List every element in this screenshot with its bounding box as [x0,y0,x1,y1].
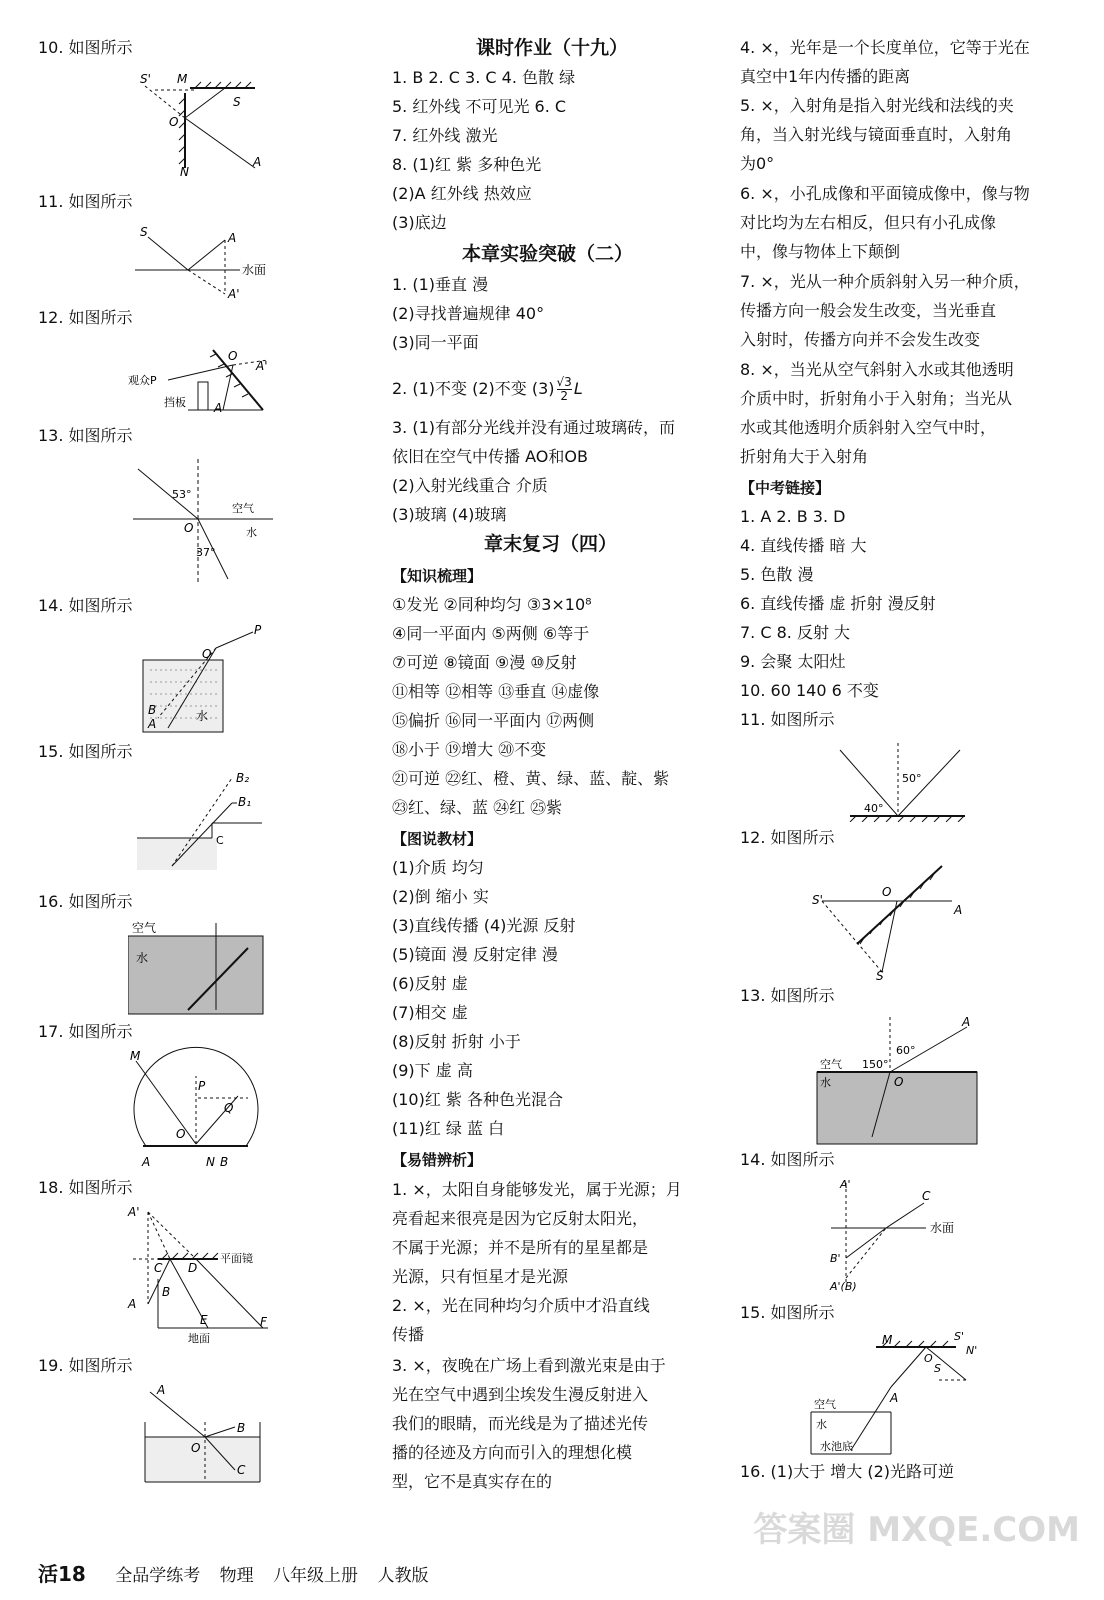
f17-label-4: A [142,1155,151,1169]
watermark: 答案圈 MXQE.COM [753,1510,1080,1550]
answer-line: 7. 红外线 激光 [392,126,498,145]
f12-label-3: 挡板 [164,396,186,409]
right-item-14: 14. 如图所示 [740,1150,835,1169]
right-item-12: 12. 如图所示 [740,828,835,847]
f13-label-3: 水 [246,526,257,539]
f17-label-0: M [130,1049,141,1063]
f13-label-2: O [184,521,194,535]
answer-line: 3. ×，夜晚在广场上看到激光束是由于 [392,1356,666,1375]
r15-label-1: S' [954,1332,965,1343]
right-item-11: 11. 如图所示 [740,710,835,729]
r15-label-7: 水 [816,1418,827,1431]
answer-line: 8. ×，当光从空气斜射入水或其他透明 [740,360,1014,379]
answer-line: 水或其他透明介质斜射入空气中时， [740,418,997,437]
footer-book: 全品学练考 [115,1566,201,1586]
answer-line: (11)红 绿 蓝 白 [392,1119,505,1138]
f18-label-1: 平面镜 [220,1252,253,1265]
left-item-17: 17. 如图所示 [38,1022,133,1041]
answer-line: 真空中1年内传播的距离 [740,67,911,86]
answer-line: ⑮偏折 ⑯同一平面内 ⑰两侧 [392,711,595,730]
answer-line: 中，像与物体上下颠倒 [740,242,901,261]
f13-label-1: 空气 [232,502,254,515]
left-item-12: 12. 如图所示 [38,308,133,327]
r15-label-3: O [924,1352,933,1365]
f18-label-3: D [188,1261,198,1275]
f11-label-2: 水面 [242,263,267,277]
answer-line: 角，当入射光线与镜面垂直时，入射角 [740,125,1013,144]
f19-label-2: O [191,1441,201,1455]
left-item-15: 15. 如图所示 [38,742,133,761]
f17-label-2: Q [224,1101,234,1115]
answer-line: (2)A 红外线 热效应 [392,184,532,203]
answer-line: 光源，只有恒星才是光源 [392,1267,569,1286]
f10-label-2: S [233,95,241,109]
answer-line: (3)玻璃 (4)玻璃 [392,505,507,524]
answer-line: 传播方向一般会发生改变，当光垂直 [740,301,997,320]
f14-label-3: A [148,717,157,731]
f12-label-2: A' [256,359,268,373]
answer-line: 播的径迹及方向而引入的理想化模 [392,1443,633,1462]
f13-label-4: 37° [196,546,216,559]
answer-line: 4. ×，光年是一个长度单位，它等于光在 [740,38,1030,57]
f14-label-1: P [254,623,262,637]
f10-label-0: S' [140,72,151,86]
f16-label-0: 空气 [132,921,157,935]
f10-label-5: N [180,165,189,178]
r13-label-3: 150° [862,1058,889,1071]
answer-line: 1. A 2. B 3. D [740,507,846,526]
f10-label-1: M [177,72,188,86]
answer-line: 9. 会聚 太阳灶 [740,652,846,671]
answer-line: (3)同一平面 [392,333,479,352]
f15-label-0: B₂ [236,771,250,785]
f18-label-8: F [260,1315,267,1329]
figure-14-water-tank [138,620,268,738]
f18-label-7: 地面 [188,1332,210,1344]
left-item-13: 13. 如图所示 [38,426,133,445]
answer-line: (1)介质 均匀 [392,858,484,877]
answer-line: 10. 60 140 6 不变 [740,681,879,700]
answer-line: 依旧在空气中传播 AO和OB [392,447,588,466]
footer-grade: 八年级上册 [273,1566,359,1586]
heading-chapter-review: 章末复习（四） [484,533,618,555]
answer-line: ⑪相等 ⑫相等 ⑬垂直 ⑭虚像 [392,682,600,701]
r12-label-1: O [882,885,892,899]
r13-label-4: 水 [820,1076,831,1089]
answer-line: (9)下 虚 高 [392,1061,473,1080]
figure-10-reflection [135,68,270,178]
f19-label-3: C [237,1463,246,1477]
r13-label-1: 60° [896,1044,916,1057]
answer-line: 4. 直线传播 暗 大 [740,536,867,555]
f18-label-5: A [128,1297,137,1311]
f11-label-0: S [140,225,148,239]
answer-line: 传播 [392,1325,425,1344]
r11-label-0: 50° [902,772,922,785]
r12-label-2: A [954,903,963,917]
answer-line: ⑱小于 ⑲增大 ⑳不变 [392,740,547,759]
answer-line: 介质中时，折射角小于入射角；当光从 [740,389,1013,408]
figure-12-viewer [128,340,278,420]
fraction-numerator: √3 [556,375,572,389]
answer-line: (3)底边 [392,213,447,232]
figure-r13-water [812,1012,982,1146]
left-item-14: 14. 如图所示 [38,596,133,615]
r15-label-8: 水池底 [820,1440,853,1453]
f10-label-3: O [169,115,179,129]
section-mistakes: 【易错辨析】 [392,1151,483,1169]
answer-line: 为0° [740,154,775,173]
answer-line: 5. 色散 漫 [740,565,814,584]
f18-label-6: E [200,1313,208,1327]
f16-label-1: 水 [136,951,149,965]
f14-label-2: B [148,703,157,717]
answer-line: (6)反射 虚 [392,974,468,993]
page-footer [38,1558,442,1587]
r15-label-6: A [890,1391,899,1405]
f17-label-3: O [176,1127,186,1141]
answer-line: (2)倒 缩小 实 [392,887,489,906]
f14-label-4: 水 [196,709,209,723]
answer-line: (7)相交 虚 [392,1003,468,1022]
answer-line: (2)入射光线重合 介质 [392,476,548,495]
r14-label-2: 水面 [930,1221,955,1235]
r13-label-0: A [962,1015,971,1029]
f15-label-2: C [216,834,224,847]
r13-label-5: O [894,1075,904,1089]
answer-line: 8. (1)红 紫 多种色光 [392,155,542,174]
left-item-18: 18. 如图所示 [38,1178,133,1197]
answer-line: 我们的眼睛，而光线是为了描述光传 [392,1414,649,1433]
figure-16-air-water [128,918,268,1018]
answer-line: (5)镜面 漫 反射定律 漫 [392,945,558,964]
r14-label-1: C [922,1189,931,1203]
answer-line: (8)反射 折射 小于 [392,1032,521,1051]
f15-label-1: B₁ [238,795,252,809]
f12-label-4: A [214,401,223,415]
answer-line: 对比均为左右相反，但只有小孔成像 [740,213,997,232]
answer-line: (3)直线传播 (4)光源 反射 [392,916,576,935]
r12-label-0: S' [812,893,823,907]
figure-18-plane-mirror [118,1204,278,1344]
figure-19-water-container [135,1382,270,1487]
answer-line: 型，它不是真实存在的 [392,1472,553,1491]
answer-line: 5. 红外线 不可见光 6. C [392,97,567,116]
answer-line: 6. 直线传播 虚 折射 漫反射 [740,594,936,613]
r15-label-2: N' [966,1344,978,1357]
f19-label-1: B [237,1421,246,1435]
answer-line: ⑦可逆 ⑧镜面 ⑨漫 ⑩反射 [392,653,577,672]
f13-label-0: 53° [172,488,192,501]
r15-label-0: M [882,1333,893,1347]
answer-line: 入射时，传播方向并不会发生改变 [740,330,981,349]
answer-line: 不属于光源；并不是所有的星星都是 [392,1238,649,1257]
section-exam-link: 【中考链接】 [740,479,831,497]
figure-17-semicircle [128,1046,268,1170]
answer-line: 6. ×，小孔成像和平面镜成像中，像与物 [740,184,1030,203]
answer-line: 光在空气中遇到尘埃发生漫反射进入 [392,1385,649,1404]
answer-line: 2. ×，光在同种均匀介质中才沿直线 [392,1296,650,1315]
page-number: 活18 [38,1562,86,1586]
r11-label-1: 40° [864,802,884,815]
answer-line: 折射角大于入射角 [740,447,869,466]
left-item-10: 10. 如图所示 [38,38,133,57]
r12-label-3: S [876,969,884,980]
r13-label-2: 空气 [820,1058,842,1071]
f17-label-6: B [220,1155,229,1169]
left-item-11: 11. 如图所示 [38,192,133,211]
right-item-13: 13. 如图所示 [740,986,835,1005]
answer-line: 1. ×，太阳自身能够发光，属于光源；月 [392,1180,682,1199]
section-knowledge: 【知识梳理】 [392,567,483,585]
answer-line: ㉑可逆 ㉒红、橙、黄、绿、蓝、靛、紫 [392,769,670,788]
answer-line: (10)红 紫 各种色光混合 [392,1090,564,1109]
r15-label-5: 空气 [814,1398,836,1411]
answer-line: ㉓红、绿、蓝 ㉔红 ㉕紫 [392,798,563,817]
left-item-19: 19. 如图所示 [38,1356,133,1375]
figure-15-raised-water [132,768,272,878]
figure-r14-water-surface [826,1178,976,1296]
answer-line: 7. ×，光从一种介质斜射入另一种介质， [740,272,1030,291]
answer-line: 7. C 8. 反射 大 [740,623,851,642]
answer-line: 亮看起来很亮是因为它反射太阳光， [392,1209,649,1228]
figure-r15-pool [806,1332,982,1462]
f14-label-0: O [202,647,212,661]
f12-label-1: O [228,349,238,363]
heading-homework-19: 课时作业（十九） [476,37,629,59]
f10-label-4: A [253,155,262,169]
fraction-denominator: 2 [560,389,568,403]
answer-line: ④同一平面内 ⑤两侧 ⑥等于 [392,624,590,643]
r14-label-3: B' [830,1252,841,1265]
figure-r12-mirror [812,856,972,980]
f11-label-3: A' [228,287,240,301]
answer-line: (2)寻找普遍规律 40° [392,304,545,323]
left-item-16: 16. 如图所示 [38,892,133,911]
footer-subject: 物理 [219,1566,254,1586]
f18-label-0: A' [128,1205,140,1219]
f18-label-4: B [162,1285,171,1299]
f17-label-1: P [198,1079,206,1093]
f18-label-2: C [154,1261,163,1275]
figure-11-water-surface [130,222,290,302]
footer-edition: 人教版 [377,1566,429,1586]
section-textbook: 【图说教材】 [392,830,483,848]
r15-label-4: S [934,1362,941,1375]
answer-line: ①发光 ②同种均匀 ③3×10⁸ [392,595,592,614]
figure-r11-reflection [820,738,970,822]
answer-line-16: 16. (1)大于 增大 (2)光路可逆 [740,1462,955,1481]
f19-label-0: A [157,1383,166,1397]
answer-line: 3. (1)有部分光线并没有通过玻璃砖，而 [392,418,676,437]
r14-label-4: A'(B) [830,1280,857,1293]
right-item-15: 15. 如图所示 [740,1303,835,1322]
f17-label-5: N [206,1155,215,1169]
answer-line: 5. ×，入射角是指入射光线和法线的夹 [740,96,1014,115]
heading-experiment: 本章实验突破（二） [462,243,634,265]
f11-label-1: A [228,231,237,245]
answer-line: 1. (1)垂直 漫 [392,275,489,294]
answer-line: 1. B 2. C 3. C 4. 色散 绿 [392,68,576,87]
f12-label-0: 观众P [128,374,157,387]
answer-line-fraction: 2. (1)不变 (2)不变 (3) $\frac{√3}{2}$ L [392,375,583,403]
r14-label-0: A' [840,1178,851,1191]
figure-13-refraction-angles [128,454,278,589]
